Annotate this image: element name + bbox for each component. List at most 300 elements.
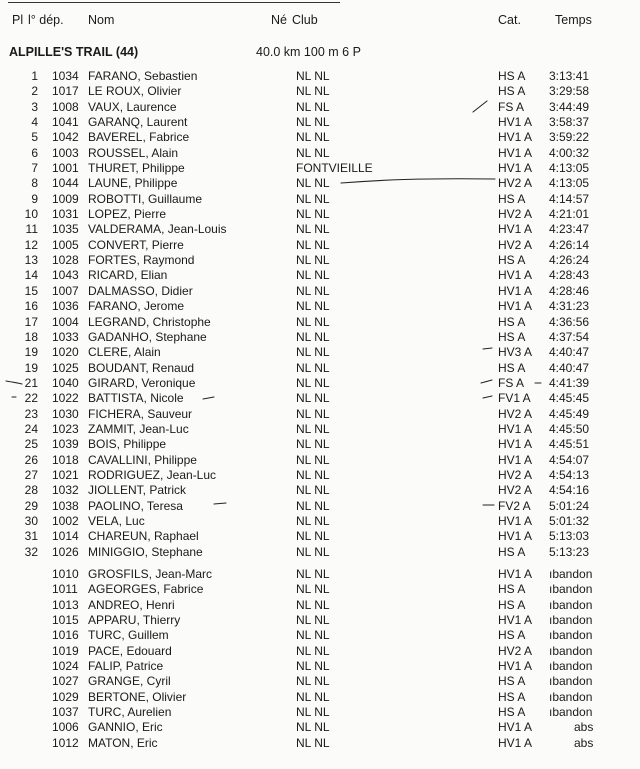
- category-cell: HS A: [498, 191, 526, 206]
- category-cell: HV2 A: [498, 176, 533, 191]
- table-row: [0, 268, 640, 283]
- place-cell: 10: [24, 207, 38, 222]
- bib-cell: 1033: [52, 329, 79, 344]
- bib-cell: 1010: [52, 567, 79, 581]
- header-ne: Né: [271, 13, 287, 27]
- table-row: [0, 345, 640, 360]
- table-row: [0, 207, 640, 222]
- category-cell: FV1 A: [498, 391, 531, 406]
- table-row: [0, 582, 640, 597]
- name-cell: FICHERA, Sauveur: [88, 406, 193, 421]
- table-row: [0, 238, 640, 253]
- time-cell: 4:13:05: [549, 161, 590, 176]
- category-cell: HS A: [498, 69, 526, 83]
- bib-cell: 1044: [52, 176, 79, 191]
- category-cell: HV1 A: [498, 735, 533, 750]
- club-cell: NL NL: [296, 115, 330, 130]
- table-row: [0, 690, 640, 705]
- bib-cell: 1019: [52, 643, 79, 658]
- time-cell: ıbandon: [549, 582, 593, 597]
- category-cell: HV1 A: [498, 283, 533, 298]
- place-cell: 15: [24, 283, 38, 298]
- bib-cell: 1003: [52, 145, 79, 160]
- place-cell: 25: [24, 437, 38, 452]
- place-cell: 32: [24, 544, 38, 559]
- name-cell: CLERE, Alain: [88, 345, 161, 360]
- time-cell: 4:40:47: [549, 345, 590, 360]
- time-cell: 4:26:14: [549, 237, 590, 252]
- category-cell: HS A: [498, 705, 526, 720]
- club-cell: NL NL: [296, 483, 330, 498]
- table-row: [0, 115, 640, 130]
- category-cell: HV1 A: [498, 613, 533, 628]
- place-cell: 31: [24, 529, 38, 544]
- table-row: [0, 422, 640, 437]
- time-cell: 4:45:45: [549, 391, 590, 406]
- time-cell: 4:54:13: [549, 467, 590, 482]
- bib-cell: 1037: [52, 705, 79, 720]
- bib-cell: 1041: [52, 115, 79, 130]
- category-cell: HV1 A: [498, 161, 533, 176]
- time-cell: 5:01:32: [549, 513, 590, 528]
- name-cell: VAUX, Laurence: [88, 99, 177, 114]
- club-cell: NL NL: [296, 567, 330, 581]
- name-cell: LAUNE, Philippe: [88, 176, 178, 191]
- bib-cell: 1011: [52, 582, 78, 597]
- race-title: ALPILLE'S TRAIL (44): [9, 45, 139, 59]
- name-cell: BAVEREL, Fabrice: [88, 130, 190, 145]
- place-cell: 9: [31, 191, 38, 206]
- name-cell: ROBOTTI, Guillaume: [88, 191, 203, 206]
- name-cell: CONVERT, Pierre: [88, 237, 184, 252]
- bib-cell: 1024: [52, 659, 79, 674]
- club-cell: NL NL: [296, 299, 330, 314]
- time-cell: 4:54:16: [549, 483, 590, 498]
- place-cell: 22: [24, 391, 38, 406]
- table-row: [0, 330, 640, 345]
- table-row: [0, 720, 640, 735]
- table-row: [0, 499, 640, 514]
- category-cell: HV3 A: [498, 345, 533, 360]
- bib-cell: 1002: [52, 513, 79, 528]
- category-cell: HV1 A: [498, 130, 533, 145]
- bib-cell: 1028: [52, 253, 79, 268]
- bib-cell: 1004: [52, 314, 79, 329]
- table-row: [0, 567, 640, 582]
- bib-cell: 1032: [52, 483, 79, 498]
- place-cell: 16: [24, 299, 38, 314]
- bib-cell: 1006: [52, 720, 79, 735]
- bib-cell: 1036: [52, 299, 79, 314]
- category-cell: HV2 A: [498, 483, 533, 498]
- category-cell: HS A: [498, 329, 526, 344]
- name-cell: GROSFILS, Jean-Marc: [88, 567, 213, 581]
- table-row: [0, 705, 640, 720]
- bib-cell: 1012: [52, 735, 79, 750]
- time-cell: 4:00:32: [549, 145, 590, 160]
- header-nom: Nom: [88, 13, 115, 27]
- table-row: [0, 407, 640, 422]
- name-cell: TURC, Aurelien: [88, 705, 172, 720]
- time-cell: 3:44:49: [549, 99, 590, 114]
- category-cell: HS A: [498, 597, 526, 612]
- time-cell: ıbandon: [549, 705, 593, 720]
- place-cell: 1: [31, 69, 38, 83]
- bib-cell: 1016: [52, 628, 79, 643]
- table-row: [0, 100, 640, 115]
- name-cell: MINIGGIO, Stephane: [88, 544, 203, 559]
- place-cell: 3: [31, 99, 38, 114]
- category-cell: HV1 A: [498, 659, 533, 674]
- table-row: [0, 545, 640, 560]
- table-row: [0, 222, 640, 237]
- club-cell: NL NL: [296, 283, 330, 298]
- category-cell: HS A: [498, 314, 526, 329]
- time-cell: 5:13:03: [549, 529, 590, 544]
- name-cell: GANNIO, Eric: [88, 720, 163, 735]
- bib-cell: 1030: [52, 406, 79, 421]
- time-cell: 4:45:50: [549, 421, 590, 436]
- bib-cell: 1015: [52, 613, 79, 628]
- place-cell: 23: [24, 406, 38, 421]
- category-cell: HV1 A: [498, 529, 533, 544]
- name-cell: FARANO, Sebastien: [88, 69, 198, 83]
- club-cell: NL NL: [296, 498, 330, 513]
- table-row: [0, 284, 640, 299]
- club-cell: NL NL: [296, 329, 330, 344]
- place-cell: 14: [24, 268, 38, 283]
- place-cell: 19: [24, 360, 38, 375]
- time-cell: 4:37:54: [549, 329, 590, 344]
- club-cell: NL NL: [296, 84, 330, 99]
- name-cell: DALMASSO, Didier: [88, 283, 193, 298]
- table-row: [0, 529, 640, 544]
- bib-cell: 1031: [52, 207, 79, 222]
- bib-cell: 1007: [52, 283, 79, 298]
- top-rule: [8, 2, 340, 3]
- place-cell: 19: [24, 345, 38, 360]
- time-cell: 3:58:37: [549, 115, 590, 130]
- time-cell: ıbandon: [549, 597, 593, 612]
- name-cell: RICARD, Elian: [88, 268, 168, 283]
- club-cell: NL NL: [296, 145, 330, 160]
- name-cell: GRANGE, Cyril: [88, 674, 171, 689]
- table-row: [0, 253, 640, 268]
- name-cell: BOUDANT, Renaud: [88, 360, 195, 375]
- club-cell: NL NL: [296, 582, 330, 597]
- category-cell: HV2 A: [498, 467, 533, 482]
- category-cell: HV1 A: [498, 421, 533, 436]
- table-row: [0, 176, 640, 191]
- club-cell: NL NL: [296, 452, 330, 467]
- bib-cell: 1038: [52, 498, 79, 513]
- club-cell: NL NL: [296, 176, 330, 191]
- time-cell: 4:28:46: [549, 283, 590, 298]
- place-cell: 4: [31, 115, 38, 130]
- table-row: [0, 736, 640, 751]
- club-cell: FONTVIEILLE: [296, 161, 373, 176]
- club-cell: NL NL: [296, 674, 330, 689]
- bib-cell: 1014: [52, 529, 79, 544]
- bib-cell: 1017: [52, 84, 79, 99]
- bib-cell: 1001: [52, 161, 79, 176]
- club-cell: NL NL: [296, 360, 330, 375]
- time-cell: ıbandon: [549, 689, 593, 704]
- bib-cell: 1042: [52, 130, 79, 145]
- category-cell: HV1 A: [498, 720, 533, 735]
- header-pl: Pl: [12, 13, 24, 27]
- time-cell: ıbandon: [549, 567, 593, 581]
- category-cell: HS A: [498, 84, 526, 99]
- table-row: [0, 361, 640, 376]
- table-row: [0, 644, 640, 659]
- bib-cell: 1022: [52, 391, 79, 406]
- bib-cell: 1034: [52, 69, 79, 83]
- place-cell: 6: [31, 145, 38, 160]
- time-cell: 3:29:58: [549, 84, 590, 99]
- club-cell: NL NL: [296, 720, 330, 735]
- club-cell: NL NL: [296, 314, 330, 329]
- table-row: [0, 483, 640, 498]
- name-cell: ANDREO, Henri: [88, 597, 175, 612]
- bib-cell: 1013: [52, 597, 79, 612]
- category-cell: HS A: [498, 689, 526, 704]
- name-cell: MATON, Eric: [88, 735, 158, 750]
- name-cell: LEGRAND, Christophe: [88, 314, 211, 329]
- club-cell: NL NL: [296, 613, 330, 628]
- bib-cell: 1020: [52, 345, 79, 360]
- time-cell: ıbandon: [549, 674, 593, 689]
- club-cell: NL NL: [296, 659, 330, 674]
- category-cell: HV1 A: [498, 115, 533, 130]
- club-cell: NL NL: [296, 735, 330, 750]
- bib-cell: 1018: [52, 452, 79, 467]
- name-cell: JIOLLENT, Patrick: [88, 483, 187, 498]
- category-cell: FV2 A: [498, 498, 531, 513]
- name-cell: GARANQ, Laurent: [88, 115, 188, 130]
- bib-cell: 1009: [52, 191, 79, 206]
- club-cell: NL NL: [296, 513, 330, 528]
- name-cell: CAVALLINI, Philippe: [88, 452, 197, 467]
- time-cell: 5:01:24: [549, 498, 590, 513]
- table-row: [0, 315, 640, 330]
- category-cell: HS A: [498, 628, 526, 643]
- name-cell: AGEORGES, Fabrice: [88, 582, 204, 597]
- name-cell: GIRARD, Veronique: [88, 375, 196, 390]
- club-cell: NL NL: [296, 406, 330, 421]
- place-cell: 13: [24, 253, 38, 268]
- name-cell: VELA, Luc: [88, 513, 145, 528]
- category-cell: HV1 A: [498, 452, 533, 467]
- club-cell: NL NL: [296, 544, 330, 559]
- place-cell: 5: [31, 130, 38, 145]
- bib-cell: 1026: [52, 544, 79, 559]
- category-cell: HV2 A: [498, 207, 533, 222]
- time-cell: 4:21:01: [549, 207, 590, 222]
- table-row: [0, 514, 640, 529]
- bib-cell: 1039: [52, 437, 79, 452]
- club-cell: NL NL: [296, 253, 330, 268]
- time-cell: 4:26:24: [549, 253, 590, 268]
- place-cell: 26: [24, 452, 38, 467]
- category-cell: HV1 A: [498, 567, 533, 581]
- club-cell: NL NL: [296, 222, 330, 237]
- category-cell: FS A: [498, 375, 525, 390]
- place-cell: 24: [24, 421, 38, 436]
- time-cell: abs: [574, 720, 594, 735]
- category-cell: HS A: [498, 360, 526, 375]
- category-cell: HS A: [498, 674, 526, 689]
- time-cell: 4:54:07: [549, 452, 590, 467]
- time-cell: 4:40:47: [549, 360, 590, 375]
- time-cell: ıbandon: [549, 628, 593, 643]
- table-row: [0, 146, 640, 161]
- place-cell: 21: [24, 375, 38, 390]
- bib-cell: 1005: [52, 237, 79, 252]
- results-table: [0, 69, 640, 751]
- name-cell: CHAREUN, Raphael: [88, 529, 199, 544]
- place-cell: 30: [24, 513, 38, 528]
- bib-cell: 1021: [52, 467, 79, 482]
- bib-cell: 1043: [52, 268, 79, 283]
- name-cell: LE ROUX, Olivier: [88, 84, 182, 99]
- club-cell: NL NL: [296, 689, 330, 704]
- table-row: [0, 161, 640, 176]
- time-cell: ıbandon: [549, 613, 593, 628]
- category-cell: HS A: [498, 544, 526, 559]
- place-cell: 28: [24, 483, 38, 498]
- name-cell: PACE, Edouard: [88, 643, 172, 658]
- category-cell: HS A: [498, 582, 526, 597]
- club-cell: NL NL: [296, 130, 330, 145]
- time-cell: 4:41:39: [549, 375, 590, 390]
- time-cell: 4:28:43: [549, 268, 590, 283]
- table-row: [0, 391, 640, 406]
- club-cell: NL NL: [296, 529, 330, 544]
- header-club: Club: [292, 13, 318, 27]
- bib-cell: 1035: [52, 222, 79, 237]
- name-cell: FORTES, Raymond: [88, 253, 195, 268]
- category-cell: HV1 A: [498, 222, 533, 237]
- time-cell: ıbandon: [549, 659, 593, 674]
- header-cat: Cat.: [498, 13, 521, 27]
- category-cell: HV1 A: [498, 145, 533, 160]
- bib-cell: 1029: [52, 689, 79, 704]
- place-cell: 17: [24, 314, 38, 329]
- category-cell: HV1 A: [498, 437, 533, 452]
- category-cell: HV1 A: [498, 268, 533, 283]
- name-cell: RODRIGUEZ, Jean-Luc: [88, 467, 217, 482]
- club-cell: NL NL: [296, 375, 330, 390]
- bib-cell: 1025: [52, 360, 79, 375]
- club-cell: NL NL: [296, 207, 330, 222]
- place-cell: 7: [31, 161, 38, 176]
- table-row: [0, 628, 640, 643]
- name-cell: ZAMMIT, Jean-Luc: [88, 421, 189, 436]
- header-temps: Temps: [555, 13, 592, 27]
- club-cell: NL NL: [296, 628, 330, 643]
- club-cell: NL NL: [296, 597, 330, 612]
- time-cell: 4:23:47: [549, 222, 590, 237]
- category-cell: HV2 A: [498, 643, 533, 658]
- table-row: [0, 659, 640, 674]
- name-cell: APPARU, Thierry: [88, 613, 181, 628]
- name-cell: GADANHO, Stephane: [88, 329, 207, 344]
- table-row: [0, 468, 640, 483]
- place-cell: 27: [24, 467, 38, 482]
- time-cell: 4:14:57: [549, 191, 590, 206]
- time-cell: 4:36:56: [549, 314, 590, 329]
- category-cell: FS A: [498, 99, 525, 114]
- table-row: [0, 674, 640, 689]
- table-row: [0, 299, 640, 314]
- bib-cell: 1027: [52, 674, 79, 689]
- category-cell: HV2 A: [498, 237, 533, 252]
- header-dep: l° dép.: [28, 13, 64, 27]
- place-cell: 11: [25, 222, 38, 237]
- table-row: [0, 192, 640, 207]
- time-cell: 4:45:51: [549, 437, 590, 452]
- club-cell: NL NL: [296, 643, 330, 658]
- name-cell: BERTONE, Olivier: [88, 689, 187, 704]
- table-row: [0, 598, 640, 613]
- place-cell: 12: [24, 237, 38, 252]
- table-row: [0, 69, 640, 84]
- name-cell: FARANO, Jerome: [88, 299, 185, 314]
- table-row: [0, 84, 640, 99]
- table-row: [0, 130, 640, 145]
- category-cell: HS A: [498, 253, 526, 268]
- name-cell: BOIS, Philippe: [88, 437, 167, 452]
- club-cell: NL NL: [296, 391, 330, 406]
- bib-cell: 1040: [52, 375, 79, 390]
- name-cell: PAOLINO, Teresa: [88, 498, 183, 513]
- table-row: [0, 613, 640, 628]
- category-cell: HV1 A: [498, 299, 533, 314]
- club-cell: NL NL: [296, 705, 330, 720]
- place-cell: 2: [31, 84, 38, 99]
- table-row: [0, 437, 640, 452]
- time-cell: 4:13:05: [549, 176, 590, 191]
- name-cell: VALDERAMA, Jean-Louis: [88, 222, 227, 237]
- table-row: [0, 376, 640, 391]
- time-cell: 4:31:23: [549, 299, 590, 314]
- category-cell: HV2 A: [498, 406, 533, 421]
- club-cell: NL NL: [296, 69, 330, 83]
- name-cell: TURC, Guillem: [88, 628, 169, 643]
- club-cell: NL NL: [296, 268, 330, 283]
- time-cell: 5:13:23: [549, 544, 590, 559]
- club-cell: NL NL: [296, 237, 330, 252]
- club-cell: NL NL: [296, 191, 330, 206]
- race-distance: 40.0 km 100 m 6 P: [256, 45, 361, 59]
- club-cell: NL NL: [296, 421, 330, 436]
- name-cell: THURET, Philippe: [88, 161, 185, 176]
- category-cell: HV1 A: [498, 513, 533, 528]
- club-cell: NL NL: [296, 437, 330, 452]
- club-cell: NL NL: [296, 345, 330, 360]
- name-cell: BATTISTA, Nicole: [88, 391, 184, 406]
- bib-cell: 1008: [52, 99, 79, 114]
- bib-cell: 1023: [52, 421, 79, 436]
- time-cell: 4:45:49: [549, 406, 590, 421]
- name-cell: FALIP, Patrice: [88, 659, 164, 674]
- place-cell: 8: [31, 176, 38, 191]
- place-cell: 29: [24, 498, 38, 513]
- place-cell: 18: [24, 329, 38, 344]
- time-cell: ıbandon: [549, 643, 593, 658]
- club-cell: NL NL: [296, 467, 330, 482]
